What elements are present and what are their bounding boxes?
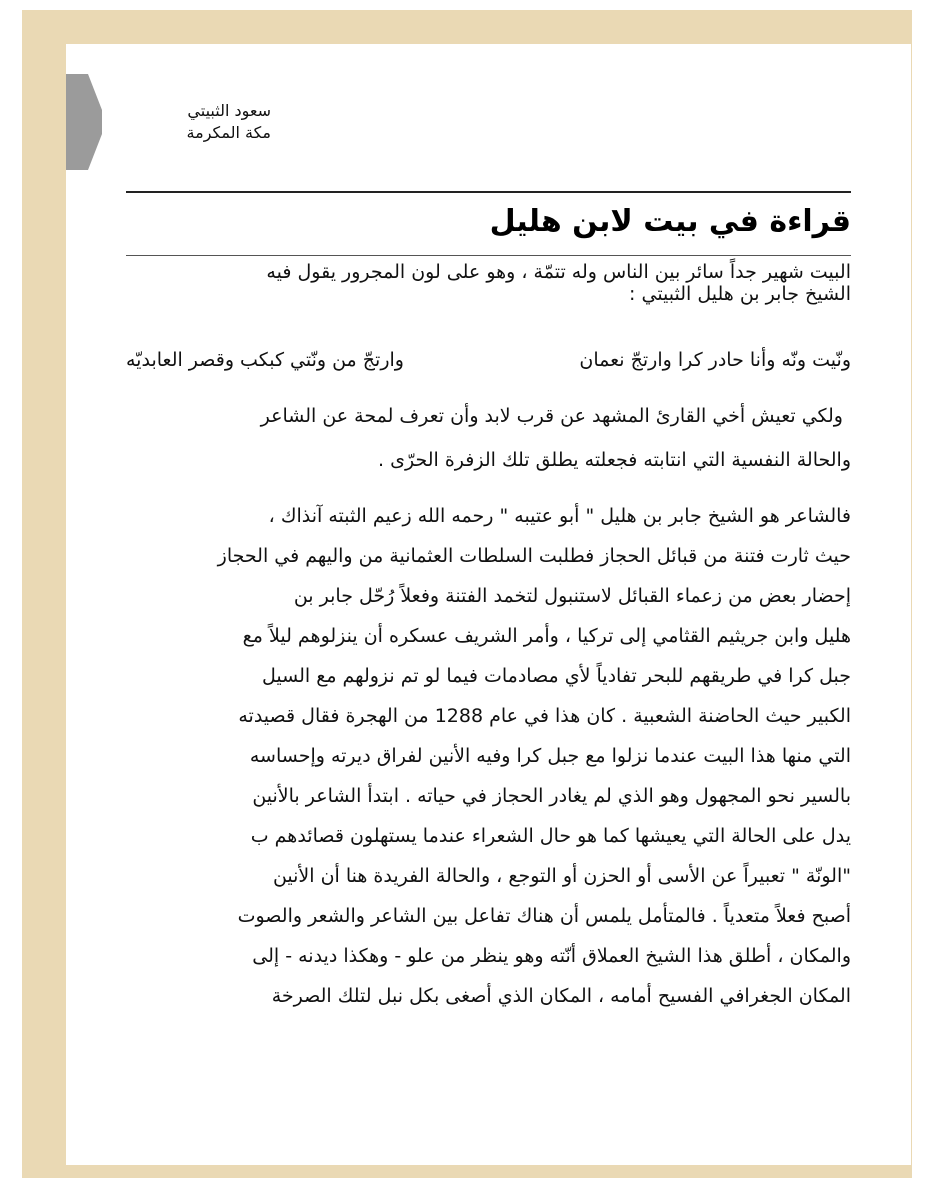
body-line: أصبح فعلاً متعدياً . فالمتأمل يلمس أن هناك تفاعل بين الشاعر والشعر والصوت — [237, 905, 851, 927]
top-divider — [126, 191, 851, 193]
title-divider — [126, 255, 851, 256]
article-page — [66, 44, 911, 1165]
section-marker-icon — [66, 74, 102, 170]
body-line: "الونّة " تعبيراً عن الأسى أو الحزن أو التوجع ، والحالة الفريدة هنا أن الأنين — [272, 865, 851, 887]
body-line: الكبير حيث الحاضنة الشعبية . كان هذا في عام 1288 من الهجرة فقال قصيدته — [238, 705, 851, 727]
intro-line: الشيخ جابر بن هليل الثبيتي : — [629, 283, 851, 305]
body-line: المكان الجغرافي الفسيح أمامه ، المكان الذي أصغى بكل نبل لتلك الصرخة — [271, 985, 851, 1007]
author-city: مكة المكرمة — [186, 123, 271, 142]
intro-paragraph — [126, 261, 851, 305]
body-line: بالسير نحو المجهول وهو الذي لم يغادر الحجاز في حياته . ابتدأ الشاعر بالأنين — [252, 785, 851, 807]
body-line: والمكان ، أطلق هذا الشيخ العملاق أنّته وهو ينظر من علو - وهكذا ديدنه - إلى — [252, 945, 851, 967]
body-line: التي منها هذا البيت عندما نزلوا مع جبل كرا وفيه الأنين لفراق ديرته وإحساسه — [249, 745, 851, 767]
body-line: فالشاعر هو الشيخ جابر بن هليل " أبو عتيبه " رحمه الله زعيم الثبته آنذاك ، — [268, 505, 851, 527]
page-frame — [22, 10, 912, 1178]
body-line: حيث ثارت فتنة من قبائل الحجاز فطلبت السلطات العثمانية من واليهم في الحجاز — [217, 545, 851, 567]
poem-verse — [126, 344, 851, 376]
body-line: جبل كرا في طريقهم للبحر تفادياً لأي مصادمات فيما لو تم نزولهم مع السيل — [262, 665, 851, 687]
context-paragraph — [126, 394, 851, 482]
intro-line: البيت شهير جداً سائر بين الناس وله تتمّة ، وهو على لون المجرور يقول فيه — [266, 261, 851, 283]
body-line: هليل وابن جريثيم القثامي إلى تركيا ، وأمر الشريف عسكره أن ينزلوهم ليلاً مع — [242, 625, 851, 647]
article-title: قراءة في بيت لابن هليل — [489, 204, 851, 239]
verse-first-hemistich: ونّيت ونّه وأنا حادر كرا وارتجّ نعمان — [579, 349, 851, 371]
verse-second-hemistich: وارتجّ من ونّتي كبكب وقصر العابديّه — [126, 349, 404, 371]
body-paragraph — [126, 496, 851, 1016]
context-line: والحالة النفسية التي انتابته فجعلته يطلق تلك الزفرة الحرّى . — [378, 449, 851, 471]
context-line: ولكي تعيش أخي القارئ المشهد عن قرب لابد وأن تعرف لمحة عن الشاعر — [260, 405, 843, 427]
body-line: يدل على الحالة التي يعيشها كما هو حال الشعراء عندما يستهلون قصائدهم ب — [250, 825, 851, 847]
author-name: سعود الثبيتي — [187, 101, 271, 120]
body-line: إحضار بعض من زعماء القبائل لاستنبول لتخمد الفتنة وفعلاً رُحّل جابر بن — [293, 585, 851, 607]
author-block — [187, 100, 271, 144]
